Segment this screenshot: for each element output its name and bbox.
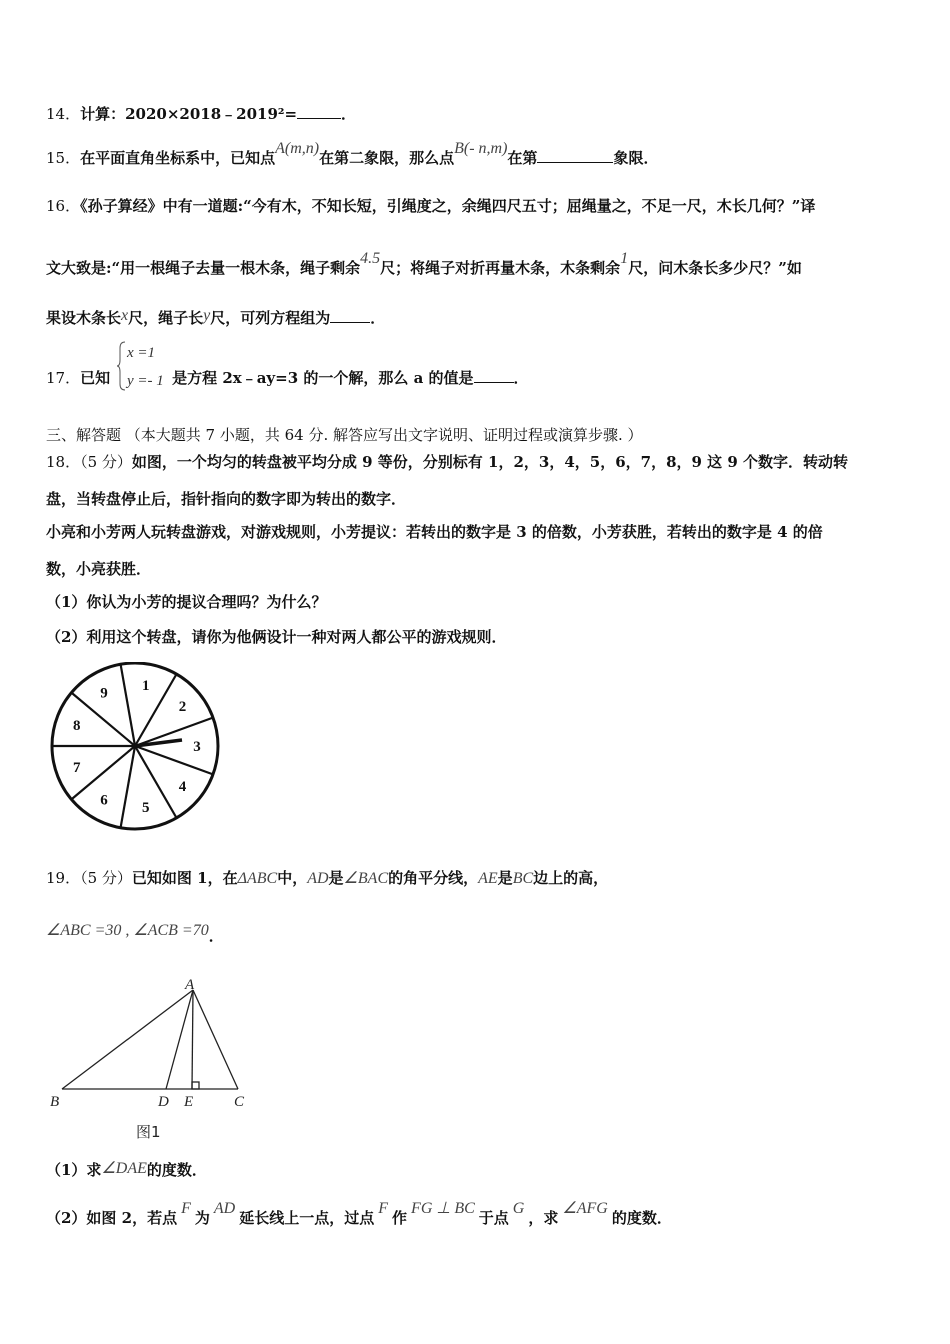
question-18-line-3	[46, 522, 823, 542]
question-text: 尺；将绳子对折再量木条，木条剩余	[380, 259, 621, 277]
question-text: 于点	[478, 1209, 509, 1227]
question-14	[46, 104, 356, 124]
wheel-number-6: 6	[100, 792, 108, 809]
question-text: ，求	[528, 1209, 559, 1227]
wheel-number-2: 2	[178, 699, 187, 716]
spinner-wheel-figure	[50, 662, 230, 834]
question-number: 19．	[46, 869, 81, 887]
label-b: B	[50, 1094, 60, 1110]
score: （5 分）	[80, 869, 132, 887]
question-text: （1）求	[46, 1161, 102, 1179]
section-heading: 三、解答题 （本大题共 7 小题，共 64 分. 解答应写出文字说明、证明过程或演算步骤. ）	[46, 426, 643, 444]
point-g: G	[512, 1200, 525, 1217]
question-number: 18．	[46, 453, 81, 471]
question-text: 尺，可列方程组为	[210, 309, 331, 327]
question-19-part-2	[46, 1200, 672, 1229]
question-text: 的度数．	[146, 1161, 207, 1179]
question-number: 14．	[46, 105, 81, 123]
question-text: 尺，问木条长多少尺？”如	[628, 259, 802, 277]
equation-1: x =1	[127, 345, 156, 361]
question-text: 作	[392, 1209, 408, 1227]
point-b: B(- n,m)	[454, 140, 508, 157]
question-text: 中，	[277, 869, 308, 887]
question-text: 文大致是:“用一根绳子去量一根木条，绳子剩余	[46, 259, 361, 277]
question-number: 16．	[46, 197, 81, 215]
question-text: 果设木条长	[46, 309, 122, 327]
punctuation: ．	[513, 369, 529, 387]
wheel-number-1: 1	[142, 677, 150, 694]
answer-blank[interactable]	[537, 148, 613, 163]
wheel-number-8: 8	[72, 717, 81, 734]
question-text: 已知	[80, 369, 111, 387]
perpendicular-fg-bc: FG ⊥ BC	[411, 1200, 475, 1217]
equation-system	[117, 340, 177, 392]
question-16-line-1	[46, 196, 815, 216]
value-4-5: 4.5	[360, 250, 381, 267]
value-1: 1	[620, 250, 629, 267]
variable-x: x	[121, 307, 129, 324]
question-text: 象限．	[613, 149, 659, 167]
figure-caption: 图1	[136, 1123, 161, 1141]
question-text: 在第二象限，那么点	[319, 149, 455, 167]
wheel-spoke	[135, 746, 213, 774]
punctuation: ．	[208, 927, 224, 945]
wheel-spoke	[121, 746, 135, 828]
brace-icon	[117, 342, 125, 390]
segment-bc: BC	[512, 870, 534, 887]
question-18-line-4	[46, 559, 151, 579]
question-text: 延长线上一点，过点	[239, 1209, 375, 1227]
label-e: E	[184, 1094, 194, 1110]
question-18-line-2	[46, 489, 406, 509]
question-text: 尺，绳子长	[128, 309, 204, 327]
question-text: 是方程 2x﹣ay=3 的一个解，那么 a 的值是	[172, 369, 474, 387]
score: （5 分）	[80, 453, 132, 471]
question-text: 是	[328, 869, 344, 887]
question-number: 17．	[46, 369, 81, 387]
wheel-number-7: 7	[72, 760, 81, 777]
answer-blank[interactable]	[330, 308, 370, 323]
question-text: 的角平分线，	[388, 869, 479, 887]
question-text: （2）如图 2，若点	[46, 1209, 178, 1227]
angle-bac: ∠BAC	[343, 870, 389, 887]
wheel-number-4: 4	[178, 778, 187, 795]
point-a: A(m,n)	[275, 140, 320, 157]
answer-blank[interactable]	[297, 104, 341, 119]
question-18-line-1	[46, 452, 848, 472]
variable-y: y	[203, 307, 211, 324]
question-text: 已知如图 1，在	[131, 869, 238, 887]
question-text: 盘，当转盘停止后，指针指向的数字即为转出的数字．	[46, 490, 407, 508]
wheel-number-5: 5	[142, 800, 150, 817]
wheel-spoke	[121, 664, 135, 746]
question-text: 为	[194, 1209, 210, 1227]
question-text: 的度数．	[611, 1209, 672, 1227]
question-text: 边上的高，	[533, 869, 609, 887]
question-16-line-3	[46, 308, 385, 329]
punctuation: ．	[370, 309, 386, 327]
label-c: C	[234, 1094, 245, 1110]
question-text: 数，小亮获胜．	[46, 560, 152, 578]
question-18-part-1	[46, 592, 326, 612]
segment-ab-line	[62, 990, 193, 1089]
point-f: F	[378, 1200, 389, 1217]
question-text: 《孙子算经》中有一道题:“今有木，不知长短，引绳度之，余绳四尺五寸；屈绳量之，不足一尺，木长几何？”译	[80, 197, 816, 215]
point-f: F	[181, 1200, 191, 1217]
question-text: 是	[497, 869, 513, 887]
triangle-abc: ΔABC	[237, 870, 278, 887]
question-text: 在平面直角坐标系中，已知点	[80, 149, 276, 167]
wheel-number-9: 9	[100, 685, 108, 702]
punctuation: ．	[341, 105, 357, 123]
label-a: A	[185, 977, 195, 993]
question-16-line-2	[46, 250, 802, 279]
right-angle-marker	[192, 1082, 199, 1089]
angle-dae: ∠DAE	[101, 1160, 147, 1177]
question-text: （1）你认为小芳的提议合理吗？为什么？	[46, 593, 327, 611]
question-19-line-1	[46, 868, 608, 889]
segment-ac-line	[193, 990, 238, 1089]
segment-ad: AD	[213, 1200, 236, 1217]
question-number: 15．	[46, 149, 81, 167]
question-19-line-2	[46, 920, 224, 945]
question-15	[46, 140, 659, 169]
question-text: （2）利用这个转盘，请你为他俩设计一种对两人都公平的游戏规则．	[46, 628, 507, 646]
given-angles: ∠ABC =30 , ∠ACB =70	[46, 922, 209, 939]
question-19-part-1	[46, 1160, 207, 1181]
label-d: D	[158, 1094, 169, 1110]
wheel-spoke	[71, 746, 135, 799]
segment-ad-line	[166, 990, 193, 1089]
question-text: 如图，一个均匀的转盘被平均分成 9 等份，分别标有 1，2，3，4，5，6，7，8，9 这 9 个数字．转动转	[131, 453, 849, 471]
equation-2: y =- 1	[127, 373, 164, 389]
question-text: 小亮和小芳两人玩转盘游戏，对游戏规则，小芳提议：若转出的数字是 3 的倍数，小芳获胜，若转出的数字是 4 的倍	[46, 523, 823, 541]
question-text: 在第	[507, 149, 538, 167]
question-18-part-2	[46, 627, 506, 647]
segment-ae: AE	[478, 870, 498, 887]
answer-blank[interactable]	[474, 368, 514, 383]
triangle-figure-1	[46, 975, 256, 1145]
segment-ad: AD	[307, 870, 329, 887]
angle-afg: ∠AFG	[562, 1200, 608, 1217]
wheel-number-3: 3	[193, 739, 201, 755]
segment-ae-line	[192, 990, 193, 1089]
section-title	[46, 425, 643, 445]
question-text: 计算：2020×2018﹣2019²=	[80, 105, 298, 123]
